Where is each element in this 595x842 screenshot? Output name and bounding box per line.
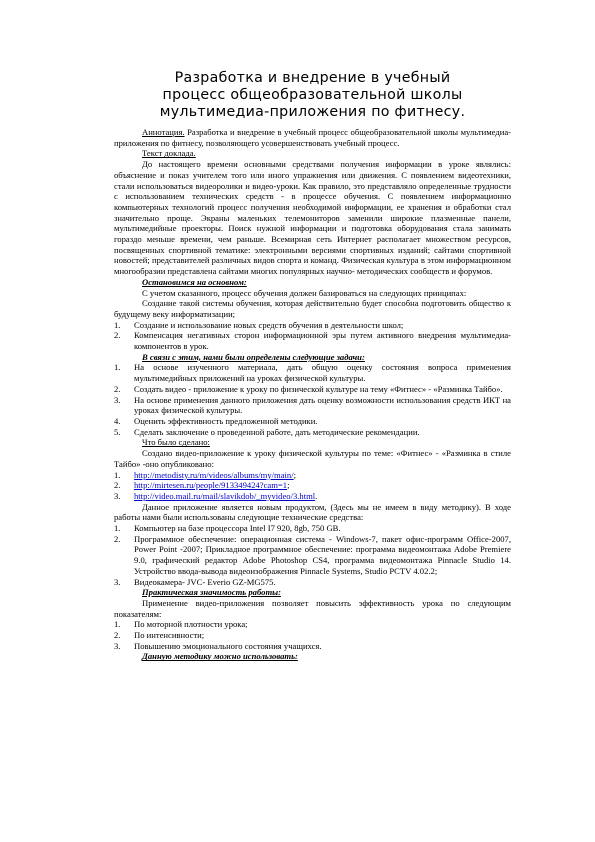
list-item: 4. Оценить эффективность предложенной методики. [114, 415, 318, 426]
done-heading: Что было сделано: [142, 437, 210, 448]
title-line-3: мультимедиа-приложения по фитнесу. [159, 104, 466, 120]
video-link[interactable]: http://video.mail.ru/mail/slavikdob/_myvideo/3.html [134, 490, 316, 501]
basis-heading: Остановимся на основном: [142, 276, 247, 287]
list-item: 2. Программное обеспечение: операционная система - Windows-7, пакет офис-программ Office-2007, Power Point -2007; Прикладное программное обеспечение: программа видеомонтажа Adobe Premiere 9.0, графический редактор Adobe Photoshop CS4, программа видеомонтажа Pinnacle Studio 14. Устройство ввода-вывода видеоизображения Pinnacle Systems, Studio PCTV 4.02.2; [114, 533, 511, 576]
video-link[interactable]: http://mirtesen.ru/people/913349424?cam=1 [134, 480, 288, 491]
title-line-2: процесс общеобразовательной школы [162, 87, 463, 103]
links-list [114, 470, 511, 502]
list-item: 2. http://mirtesen.ru/people/913349424?cam=1; [114, 480, 290, 491]
annotation-paragraph [114, 127, 511, 148]
list-item: 3. Повышению эмоционального состояния учащихся. [114, 640, 322, 651]
product-text: Данное приложение является новым продуктом, (Здесь мы не имеем в виду методику). В ходе работы нами были использованы следующие технические средства: [114, 501, 511, 523]
list-item: 1. По моторной плотности урока; [114, 619, 248, 630]
report-label: Текст доклада. [142, 148, 196, 159]
list-item: 2. По интенсивности; [114, 630, 205, 641]
list-item: 3. http://video.mail.ru/mail/slavikdob/_myvideo/3.html. [114, 490, 318, 501]
list-item: 5. Сделать заключение о проведенной работе, дать методические рекомендации. [114, 426, 420, 437]
annotation-label: Аннотация. [142, 127, 185, 137]
list-item: 2. Создать видео - приложение к уроку по физической культуре на тему «Фитнес» - «Разминка Тайбо». [114, 383, 503, 394]
basis-text: С учетом сказанного, процесс обучения должен базироваться на следующих принципах: [142, 287, 467, 298]
principles-intro: Создание такой системы обучения, которая действительно будет способна подготовить общество к будущему веку информатизации; [114, 298, 511, 319]
method-heading-line [114, 651, 511, 662]
basis-heading-line [114, 277, 511, 288]
significance-heading: Практическая значимость работы: [142, 587, 281, 598]
done-text: Создано видео-приложение к уроку физической культуры по теме: «Фитнес» - «Разминка в стиле Тайбо» -оно опубликовано: [114, 448, 511, 469]
equipment-list [114, 523, 511, 587]
indicators-list [114, 619, 511, 651]
list-item: 1. На основе изученного материала, дать общую оценку состояния вопроса применения мультимедийных приложений на уроках физической культуры. [114, 362, 511, 384]
significance-heading-line [114, 587, 511, 598]
tasks-heading-line [114, 352, 511, 363]
list-item: 1. Компьютер на базе процессора Intel I7 920, 8gb, 750 GB. [114, 523, 341, 534]
list-item: 1. Создание и использование новых средств обучения в деятельности школ; [114, 319, 404, 330]
title-line-1: Разработка и внедрение в учебный [174, 70, 451, 86]
report-label-line [114, 148, 511, 159]
principles-list [114, 320, 511, 352]
intro-paragraph: До настоящего времени основными средствами получения информации в уроке являлись: объяснение и показ учителем того или иного упражнения или движения. С появлением видеотехники, стали использоваться видеоролики и видео-уроки. Как правило, это представляло определенные трудности с использованием технических средств - в процессе обучения. С появлением информационно компьютерных технологий процесс получения необходимой информации, ее хранения и обработки стал значительно проще. Экраны маленьких телемониторов заменили широкие плазменные панели, мультимедийные проекторы. Поиск нужной информации и подготовка оборудования стала занимать гораздо меньше времени, чем раньше. Всемирная сеть Интернет располагает множеством ресурсов, посвященных спортивной тематике: электронными версиями спортивных изданий; сайтами спортивной новостей; представителей различных видов спорта и команд. Физическая культура в этом информационном многообразии представлена сайтами многих популярных научно- методических сообществ и форумов. [114, 159, 511, 277]
list-item: 2. Компенсация негативных сторон информационной эры путем активного внедрения мультимедиа- компонентов в урок. [114, 330, 511, 352]
significance-text: Применение видео-приложения позволяет повысить эффективность урока по следующим показателям: [114, 597, 511, 619]
annotation-text: Разработка и внедрение в учебный процесс общеобразовательной школы мультимедиа-приложения по фитнесу, позволяющего усовершенствовать учебный процесс. [114, 127, 511, 148]
list-item: 3. Видеокамера- JVC- Everio GZ-MG575. [114, 576, 276, 587]
document-title [114, 70, 511, 121]
method-heading: Данную методику можно использовать: [142, 651, 298, 662]
tasks-list [114, 362, 511, 437]
done-heading-line [114, 437, 511, 448]
list-item: 1. http://metodisty.ru/m/videos/albums/my/main/; [114, 469, 297, 480]
video-link[interactable]: http://metodisty.ru/m/videos/albums/my/main/ [134, 469, 294, 480]
tasks-heading: В связи с этим, нами были определены следующие задачи: [142, 351, 365, 362]
list-item: 3. На основе применения данного приложения дать оценку возможности использования средств ИКТ на уроках физической культуры. [114, 394, 511, 416]
